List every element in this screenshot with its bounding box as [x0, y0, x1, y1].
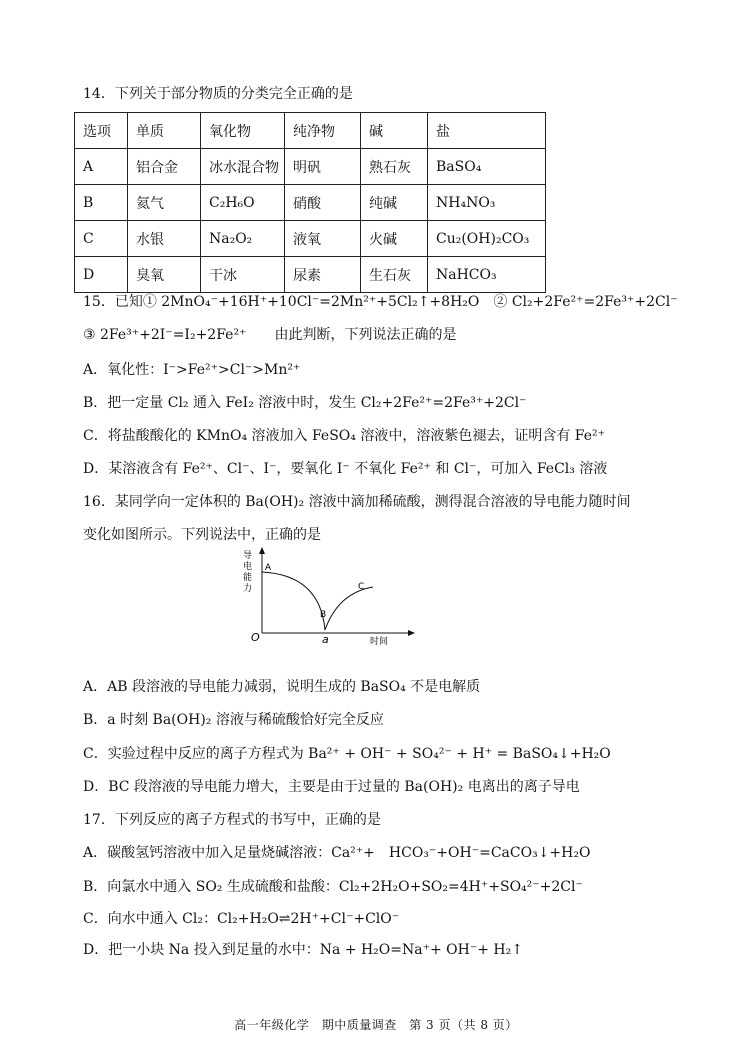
y-axis-label — [243, 550, 252, 594]
q15-stem-line1: 15．已知① 2MnO₄⁻+16H⁺+10Cl⁻=2Mn²⁺+5Cl₂↑+8H₂O ② Cl₂+2Fe²⁺=2Fe³⁺+2Cl⁻ — [83, 294, 678, 310]
table-cell: B — [75, 185, 128, 221]
q16-stem-line1: 16．某同学向一定体积的 Ba(OH)₂ 溶液中滴加稀硫酸，测得混合溶液的导电能力随时间 — [83, 494, 631, 510]
table-cell: 铝合金 — [128, 149, 201, 185]
table-cell: C₂H₆O — [201, 185, 285, 221]
page-footer: 高一年级化学 期中质量调查 第 3 页（共 8 页） — [234, 1018, 518, 1032]
table-header-cell: 氧化物 — [201, 113, 285, 149]
q17-option-b: B．向氯水中通入 SO₂ 生成硫酸和盐酸：Cl₂+2H₂O+SO₂=4H⁺+SO₄²⁻+2Cl⁻ — [83, 879, 583, 895]
y-axis-label-char: 能 — [243, 573, 253, 583]
q16-option-a: A．AB 段溶液的导电能力减弱，说明生成的 BaSO₄ 不是电解质 — [83, 679, 481, 695]
q15-option-d: D．某溶液含有 Fe²⁺、Cl⁻、I⁻，要氧化 I⁻ 不氧化 Fe²⁺ 和 Cl⁻，可加入 FeCl₃ 溶液 — [83, 461, 608, 477]
conductivity-time-graph — [230, 545, 430, 650]
table-cell: 熟石灰 — [361, 149, 428, 185]
q15-stem-line2: ③ 2Fe³⁺+2I⁻=I₂+2Fe²⁺ 由此判断，下列说法正确的是 — [83, 327, 457, 343]
table-cell: 干冰 — [201, 257, 285, 293]
table-row — [75, 185, 546, 221]
q17-option-a: A．碳酸氢钙溶液中加入足量烧碱溶液：Ca²⁺+ HCO₃⁻+OH⁻=CaCO₃↓+H₂O — [83, 845, 591, 861]
x-axis-label: 时间 — [370, 637, 389, 647]
y-axis-label-char: 电 — [243, 562, 253, 572]
table-cell: 液氧 — [285, 221, 361, 257]
table-cell: 氦气 — [128, 185, 201, 221]
y-axis-label-char: 导 — [243, 551, 253, 561]
point-C-label: C — [358, 582, 365, 592]
table-cell: 冰水混合物 — [201, 149, 285, 185]
q14-stem: 14．下列关于部分物质的分类完全正确的是 — [83, 86, 353, 102]
table-cell: 生石灰 — [361, 257, 428, 293]
q17-stem: 17．下列反应的离子方程式的书写中，正确的是 — [83, 812, 381, 828]
table-row — [75, 221, 546, 257]
table-cell: BaSO₄ — [428, 149, 546, 185]
table-cell: 尿素 — [285, 257, 361, 293]
table-cell: 火碱 — [361, 221, 428, 257]
table-header-row — [75, 113, 546, 149]
q15-option-c: C．将盐酸酸化的 KMnO₄ 溶液加入 FeSO₄ 溶液中，溶液紫色褪去，证明含有 Fe²⁺ — [83, 428, 606, 444]
point-B-label: B — [320, 610, 327, 620]
q17-option-c: C．向水中通入 Cl₂：Cl₂+H₂O⇌2H⁺+Cl⁻+ClO⁻ — [83, 911, 400, 927]
x-axis-arrow-icon — [408, 630, 415, 636]
table-cell: Na₂O₂ — [201, 221, 285, 257]
table-cell: A — [75, 149, 128, 185]
table-header-cell: 单质 — [128, 113, 201, 149]
y-axis-label-char: 力 — [243, 584, 253, 594]
table-cell: 纯碱 — [361, 185, 428, 221]
table-header-cell: 选项 — [75, 113, 128, 149]
conductivity-curve — [262, 572, 373, 630]
table-cell: 硝酸 — [285, 185, 361, 221]
q16-option-c: C．实验过程中反应的离子方程式为 Ba²⁺ + OH⁻ + SO₄²⁻ + H⁺ = BaSO₄↓+H₂O — [83, 746, 611, 762]
y-axis-arrow-icon — [259, 547, 265, 554]
q15-option-b: B．把一定量 Cl₂ 通入 FeI₂ 溶液中时，发生 Cl₂+2Fe²⁺=2Fe³⁺+2Cl⁻ — [83, 395, 527, 411]
origin-label: O — [251, 631, 260, 644]
q16-option-b: B．a 时刻 Ba(OH)₂ 溶液与稀硫酸恰好完全反应 — [83, 712, 384, 728]
table-header-cell: 盐 — [428, 113, 546, 149]
table-cell: 水银 — [128, 221, 201, 257]
q16-option-d: D．BC 段溶液的导电能力增大，主要是由于过量的 Ba(OH)₂ 电离出的离子导电 — [83, 779, 580, 795]
q16-stem-line2: 变化如图所示。下列说法中，正确的是 — [83, 527, 321, 543]
point-a-label: a — [322, 633, 329, 646]
table-cell: 明矾 — [285, 149, 361, 185]
table-cell: NaHCO₃ — [428, 257, 546, 293]
table-cell: D — [75, 257, 128, 293]
table-cell: 臭氧 — [128, 257, 201, 293]
q14-classification-table — [74, 112, 546, 293]
table-row — [75, 149, 546, 185]
table-header-cell: 碱 — [361, 113, 428, 149]
table-cell: Cu₂(OH)₂CO₃ — [428, 221, 546, 257]
table-cell: NH₄NO₃ — [428, 185, 546, 221]
q15-option-a: A．氧化性：I⁻>Fe²⁺>Cl⁻>Mn²⁺ — [83, 362, 301, 378]
point-A-label: A — [265, 563, 272, 573]
table-header-cell: 纯净物 — [285, 113, 361, 149]
table-row — [75, 257, 546, 293]
q17-option-d: D．把一小块 Na 投入到足量的水中：Na + H₂O=Na⁺+ OH⁻+ H₂↑ — [83, 942, 523, 958]
table-cell: C — [75, 221, 128, 257]
